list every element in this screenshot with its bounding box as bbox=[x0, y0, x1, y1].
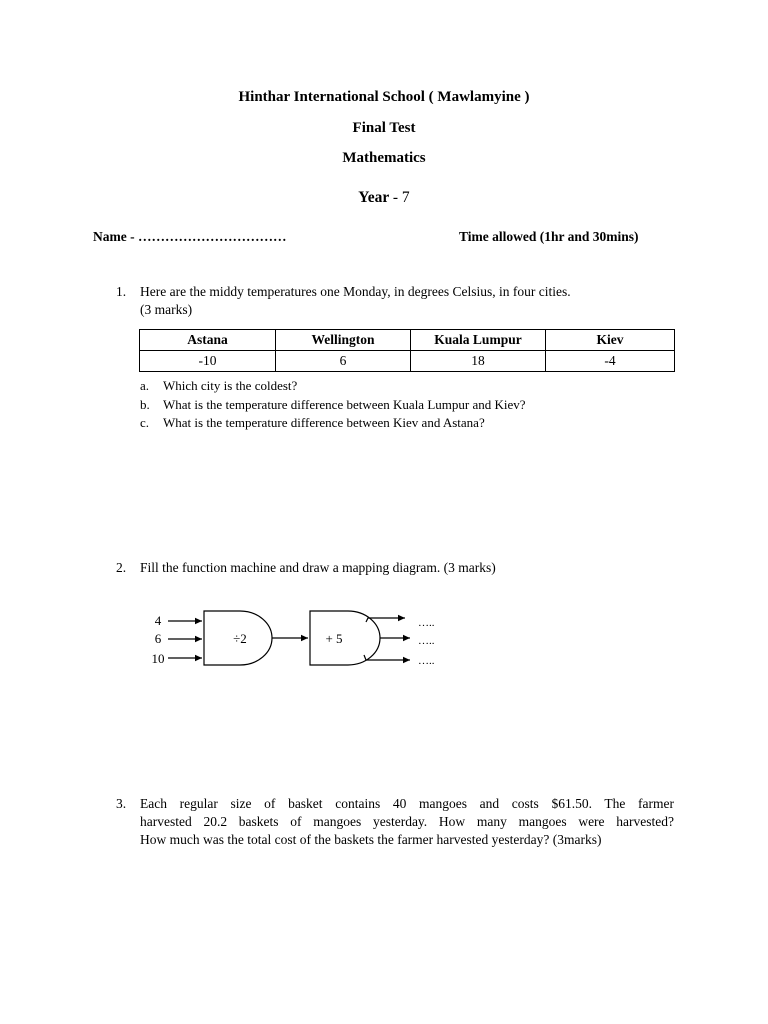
col-header: Astana bbox=[140, 330, 276, 351]
machine-2-shape bbox=[310, 611, 380, 665]
test-title: Final Test bbox=[352, 120, 416, 136]
output-blank: ….. bbox=[418, 617, 435, 629]
table-cell: -10 bbox=[140, 351, 276, 372]
table-cell: 18 bbox=[411, 351, 546, 372]
name-label: Name - bbox=[93, 229, 138, 244]
part-text: What is the temperature difference between Kuala Lumpur and Kiev? bbox=[163, 397, 526, 412]
q1-number: 1. bbox=[116, 284, 127, 299]
part-label: c. bbox=[140, 415, 150, 430]
q2-text: Fill the function machine and draw a mapping diagram. (3 marks) bbox=[140, 560, 496, 575]
q3-number: 3. bbox=[116, 796, 127, 811]
col-header: Kiev bbox=[546, 330, 675, 351]
input-value: 6 bbox=[154, 631, 162, 646]
machine-1-label: ÷2 bbox=[233, 631, 247, 646]
year-value: - 7 bbox=[392, 189, 410, 206]
table-cell: -4 bbox=[546, 351, 675, 372]
output-blank: ….. bbox=[418, 635, 435, 647]
input-value: 4 bbox=[154, 613, 162, 628]
q1-marks: (3 marks) bbox=[140, 302, 193, 317]
q1-text: Here are the middy temperatures one Monday, in degrees Celsius, in four cities. bbox=[140, 284, 571, 299]
input-value: 10 bbox=[151, 651, 165, 666]
part-label: a. bbox=[140, 378, 150, 393]
q3-line: How much was the total cost of the baskets the farmer harvested yesterday? (3marks) bbox=[140, 832, 602, 847]
part-text: Which city is the coldest? bbox=[163, 378, 298, 393]
part-text: What is the temperature difference between Kiev and Astana? bbox=[163, 415, 485, 430]
col-header: Kuala Lumpur bbox=[411, 330, 546, 351]
year-label: Year bbox=[358, 189, 390, 206]
time-allowed: Time allowed (1hr and 30mins) bbox=[459, 229, 639, 244]
q3-line: harvested 20.2 baskets of mangoes yesterday. How many mangoes were harvested? bbox=[140, 814, 674, 829]
part-label: b. bbox=[140, 397, 150, 412]
col-header: Wellington bbox=[276, 330, 411, 351]
name-blank: …………………………… bbox=[137, 229, 287, 244]
output-blank: ….. bbox=[418, 655, 435, 667]
machine-2-label: + 5 bbox=[325, 631, 343, 646]
school-name: Hinthar International School ( Mawlamyine ) bbox=[238, 89, 530, 105]
q2-number: 2. bbox=[116, 560, 127, 575]
subject-title: Mathematics bbox=[342, 150, 426, 166]
table-cell: 6 bbox=[276, 351, 411, 372]
q3-line: Each regular size of basket contains 40 mangoes and costs $61.50. The farmer bbox=[140, 796, 674, 811]
